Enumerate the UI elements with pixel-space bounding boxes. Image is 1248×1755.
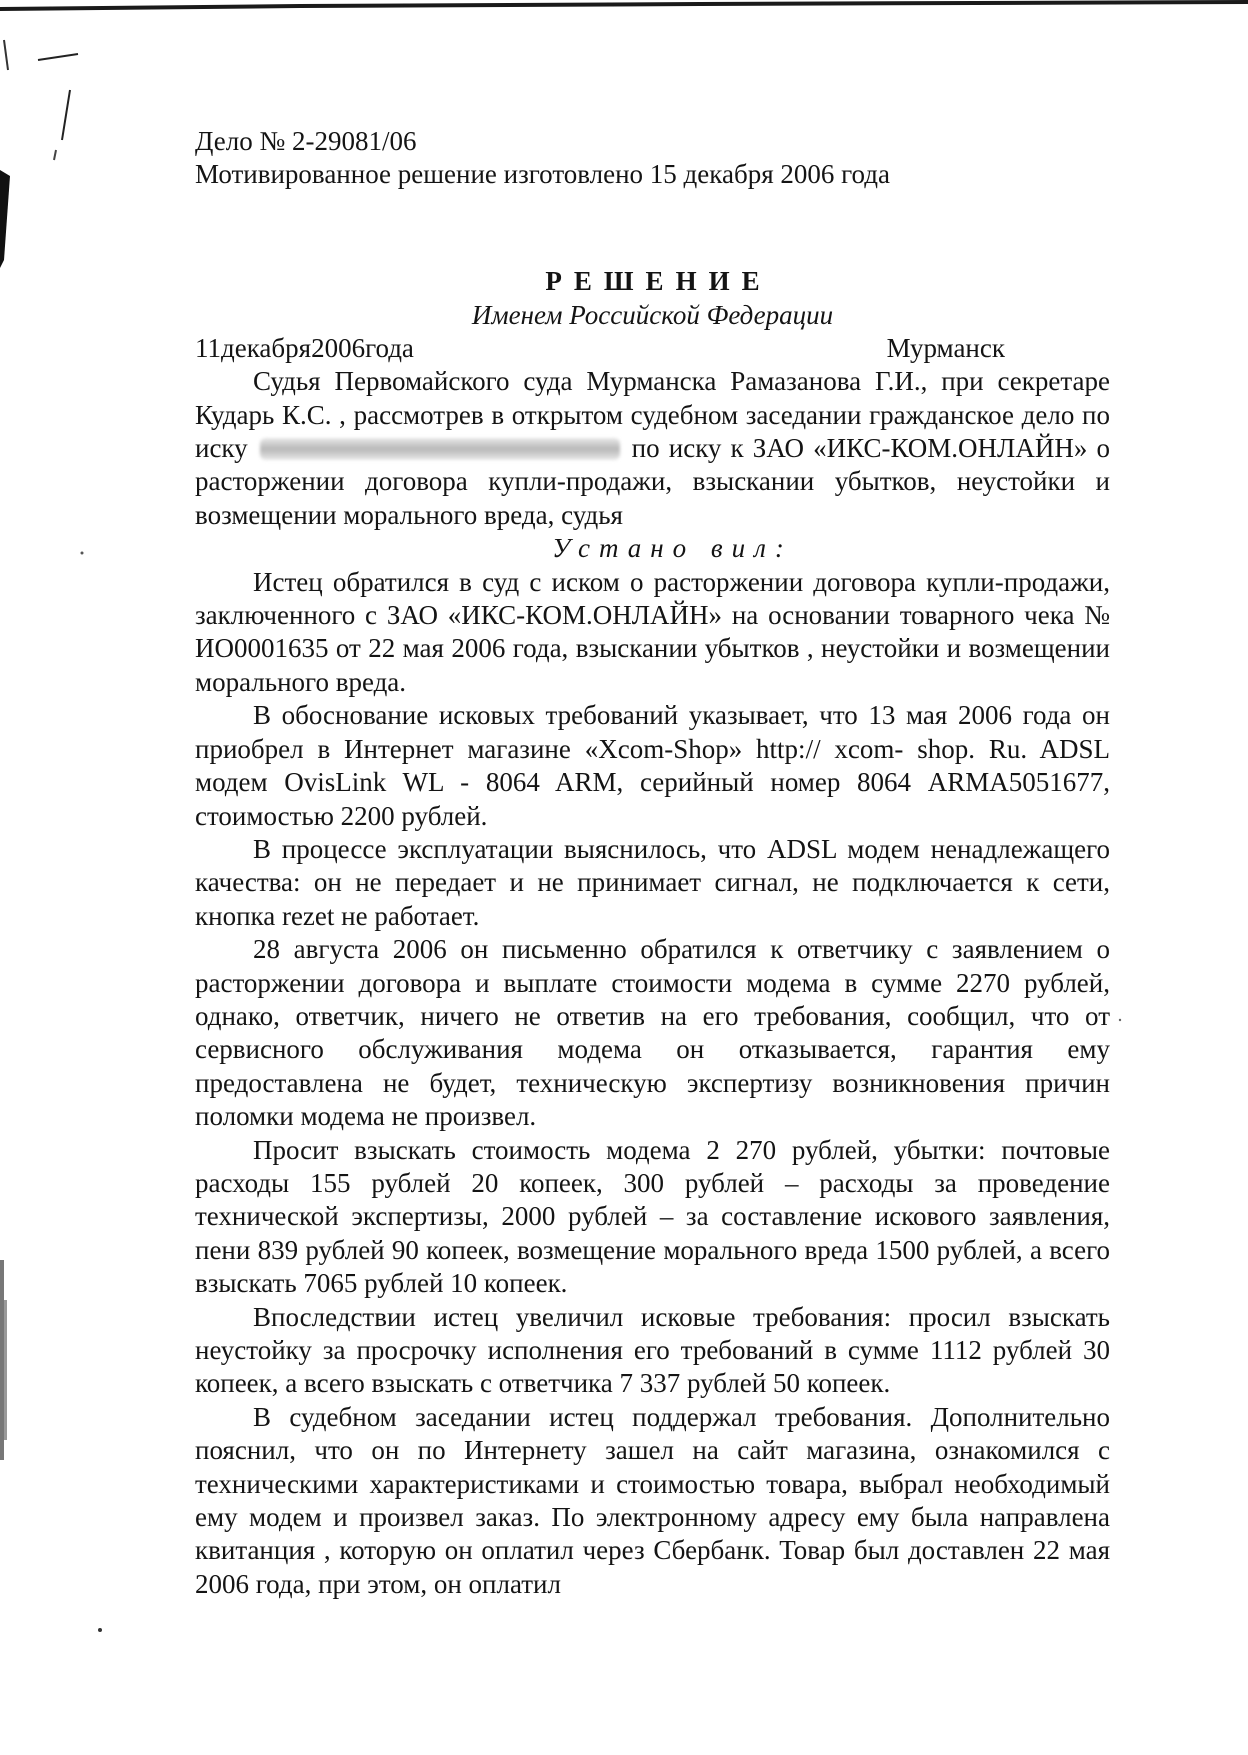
intro-paragraph xyxy=(195,365,1110,532)
scan-edge-marks xyxy=(0,0,80,1755)
paragraph: Истец обратился в суд с иском о расторжении договора купли-продажи, заключенного с ЗАО «ИКС-КОМ.ОНЛАЙН» на основании товарного чека № ИО0001635 от 22 мая 2006 года, взыскании убытков , неустойки и возмещении морального вреда. xyxy=(195,566,1110,697)
paragraph: В обоснование исковых требований указывает, что 13 мая 2006 года он приобрел в Интернет магазине «Xcom-Shop» http:// xcom- shop. Ru. ADSL модем OvisLink WL - 8064 ARM, серийный номер 8064 ARMA5051677, стоимостью 2200 рублей. xyxy=(195,700,1110,831)
decision-date: 11декабря2006года xyxy=(195,332,414,363)
paragraph: В судебном заседании истец поддержал требования. Дополнительно пояснил, что он по Интернету зашел на сайт магазина, ознакомился с техническими характеристиками и стоимостью товара, выбрал необходимый ему модем и произвел заказ. По электронному адресу ему была направлена квитанция , которую он оплатил через Сбербанк. Товар был доставлен 22 мая 2006 года, при этом, он оплатил xyxy=(195,1401,1110,1599)
date-place-line xyxy=(195,332,1110,365)
paragraph: В процессе эксплуатации выяснилось, что ADSL модем ненадлежащего качества: он не передает и не принимает сигнал, не подключается к сети, кнопка rezet не работает. xyxy=(195,833,1110,931)
redacted-name xyxy=(260,438,620,460)
scan-top-edge xyxy=(0,0,1248,12)
document-page xyxy=(195,125,1110,1601)
section-heading: Устано вил: xyxy=(552,533,793,564)
intro-text-end: по иску к ЗАО «ИКС-КОМ.ОНЛАЙН» о расторжении договора купли-продажи, взыскании убытков, неустойки и возмещении морального вреда, судья xyxy=(195,433,1110,530)
paragraph: Впоследствии истец увеличил исковые требования: просил взыскать неустойку за просрочку исполнения его требований в сумме 1112 рублей 30 копеек, а всего взыскать с ответчика 7 337 рублей 50 копеек. xyxy=(195,1301,1110,1399)
paragraph: 28 августа 2006 он письменно обратился к ответчику с заявлением о расторжении договора и выплате стоимости модема в сумме 2270 рублей, однако, ответчик, ничего не ответив на его требования, сообщил, что от сервисного обслуживания модема он отказывается, гарантия ему предоставлена не будет, техническую экспертизу возникновения причин поломки модема не произвел. xyxy=(195,934,1110,1132)
case-number: Дело № 2-29081/06 xyxy=(195,126,417,156)
document-subtitle: Именем Российской Федерации xyxy=(471,299,834,330)
document-title: РЕШЕНИЕ xyxy=(545,265,772,296)
prepared-note: Мотивированное решение изготовлено 15 декабря 2006 года xyxy=(195,159,890,190)
decision-place: Мурманск xyxy=(886,332,1005,363)
intro-text-start: Судья Первомайского суда Мурманска Рамазанова Г.И., при секретаре Кударь К.С. , рассмотрев в открытом судебном заседании гражданское дело по иску xyxy=(195,366,1110,464)
paragraph: Просит взыскать стоимость модема 2 270 рублей, убытки: почтовые расходы 155 рублей 20 копеек, 300 рублей – расходы за проведение технической экспертизы, 2000 рублей – за составление искового заявления, пени 839 рублей 90 копеек, возмещение морального вреда 1500 рублей, а всего взыскать 7065 рублей 10 копеек. xyxy=(195,1134,1110,1299)
